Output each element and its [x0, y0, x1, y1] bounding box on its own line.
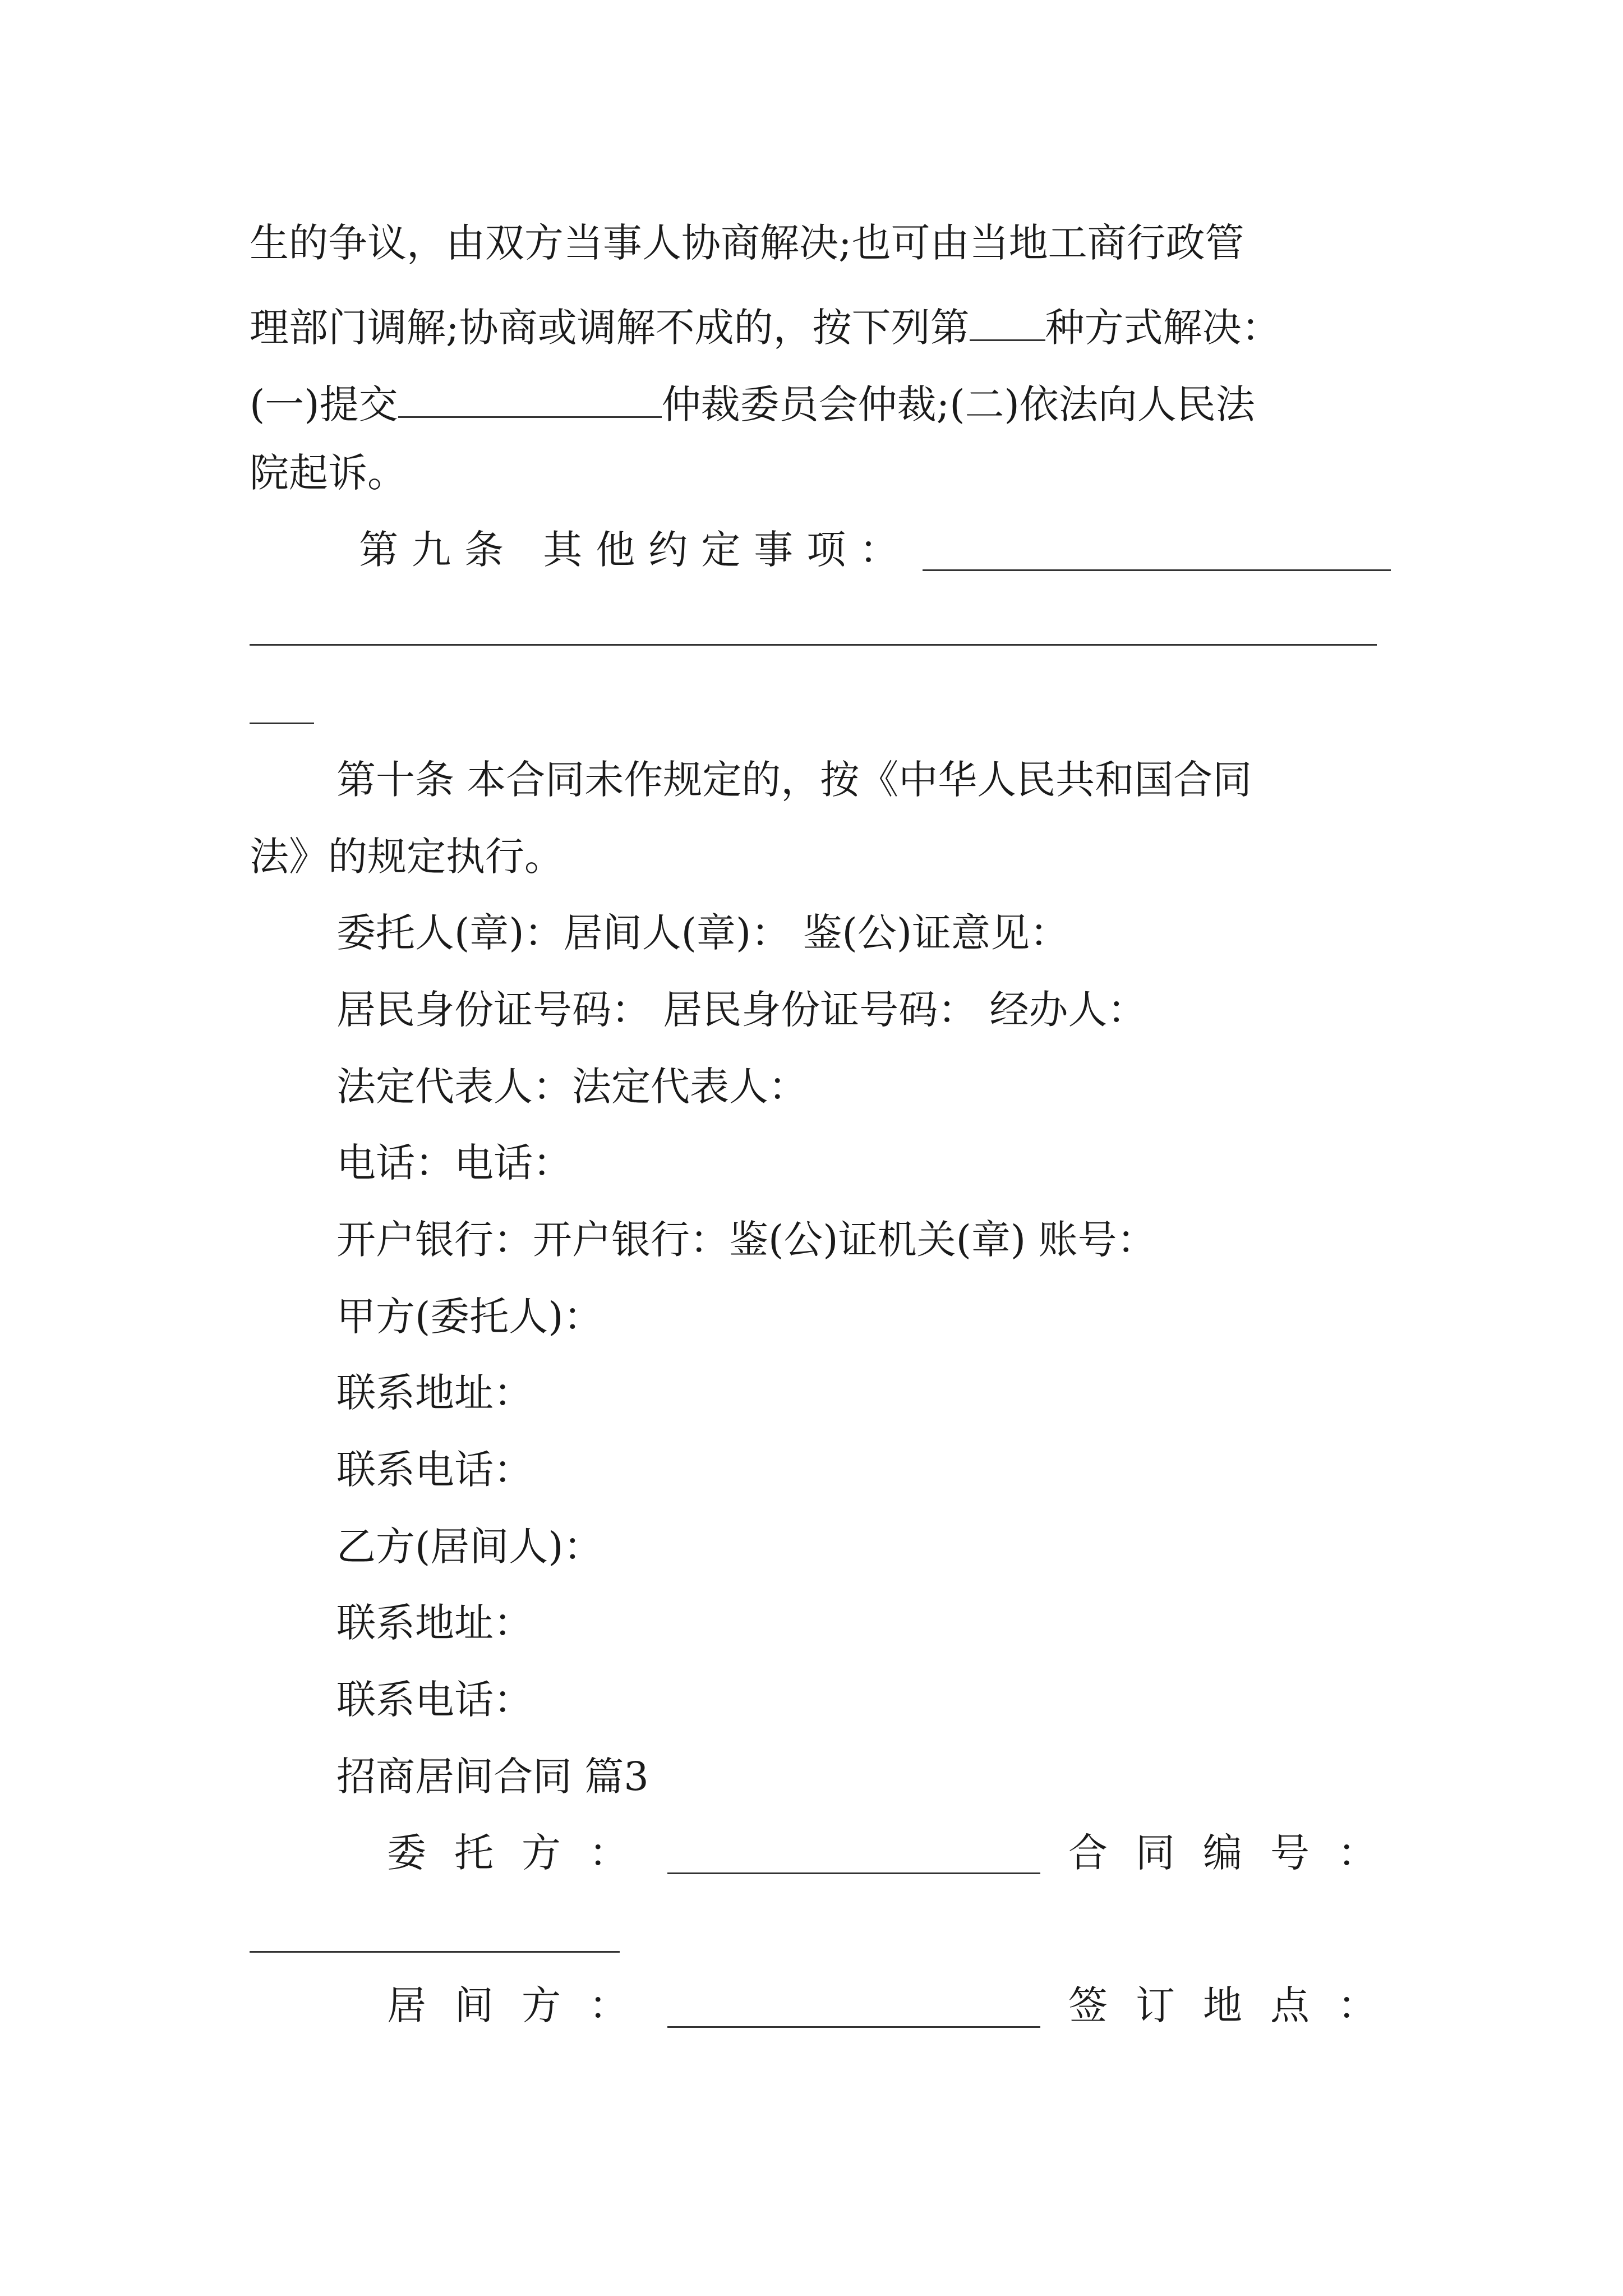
contact-address-label: 联系地址：: [336, 1370, 533, 1416]
fill-blank: [667, 1872, 1040, 1874]
article-10-text: 第十条 本合同未作规定的，按《中华人民共和国合同: [336, 757, 1252, 803]
party-b-label: 乙方(居间人)：: [336, 1524, 603, 1570]
article-9-heading: 第九条 其他约定事项：: [359, 527, 912, 573]
contact-phone-label: 联系电话：: [336, 1447, 533, 1493]
paragraph-line: [250, 300, 1281, 351]
party-a-label: 甲方(委托人)：: [336, 1294, 603, 1340]
paragraph-line: [250, 377, 1255, 427]
paragraph-line: 法》的规定执行。: [250, 834, 564, 880]
broker-label: 居间方：: [387, 1982, 656, 2028]
text-segment: 种方式解决：: [1045, 305, 1281, 351]
text-segment: 仲裁委员会仲裁;(二)依法向人民法: [661, 381, 1255, 427]
fill-blank: [250, 644, 1377, 646]
fill-blank: [250, 1951, 620, 1953]
signature-line: 电话：电话：: [336, 1140, 572, 1186]
signature-line: 居民身份证号码： 居民身份证号码： 经办人：: [336, 987, 1147, 1033]
paragraph-line: 院起诉。: [250, 450, 407, 496]
contact-address-label: 联系地址：: [336, 1600, 533, 1646]
fill-blank: [398, 377, 662, 418]
signature-line: 法定代表人：法定代表人：: [336, 1064, 808, 1110]
section-heading: 招商居间合同 篇3: [336, 1754, 649, 1800]
signature-line: 委托人(章)：居间人(章)： 鉴(公)证意见：: [336, 910, 1069, 956]
signature-line: 开户银行：开户银行：鉴(公)证机关(章) 账号：: [336, 1217, 1156, 1263]
client-label: 委托方：: [387, 1830, 656, 1876]
fill-blank: [970, 300, 1045, 341]
fill-blank: [250, 723, 314, 724]
text-segment: (一)提交: [250, 381, 398, 427]
contract-number-label: 合同编号：: [1068, 1830, 1405, 1876]
text-segment: 理部门调解;协商或调解不成的，按下列第: [250, 305, 970, 351]
paragraph-line: 生的争议，由双方当事人协商解决;也可由当地工商行政管: [250, 220, 1244, 266]
signing-place-label: 签订地点：: [1068, 1982, 1405, 2028]
fill-blank: [923, 569, 1391, 571]
contact-phone-label: 联系电话：: [336, 1677, 533, 1723]
fill-blank: [667, 2026, 1040, 2028]
